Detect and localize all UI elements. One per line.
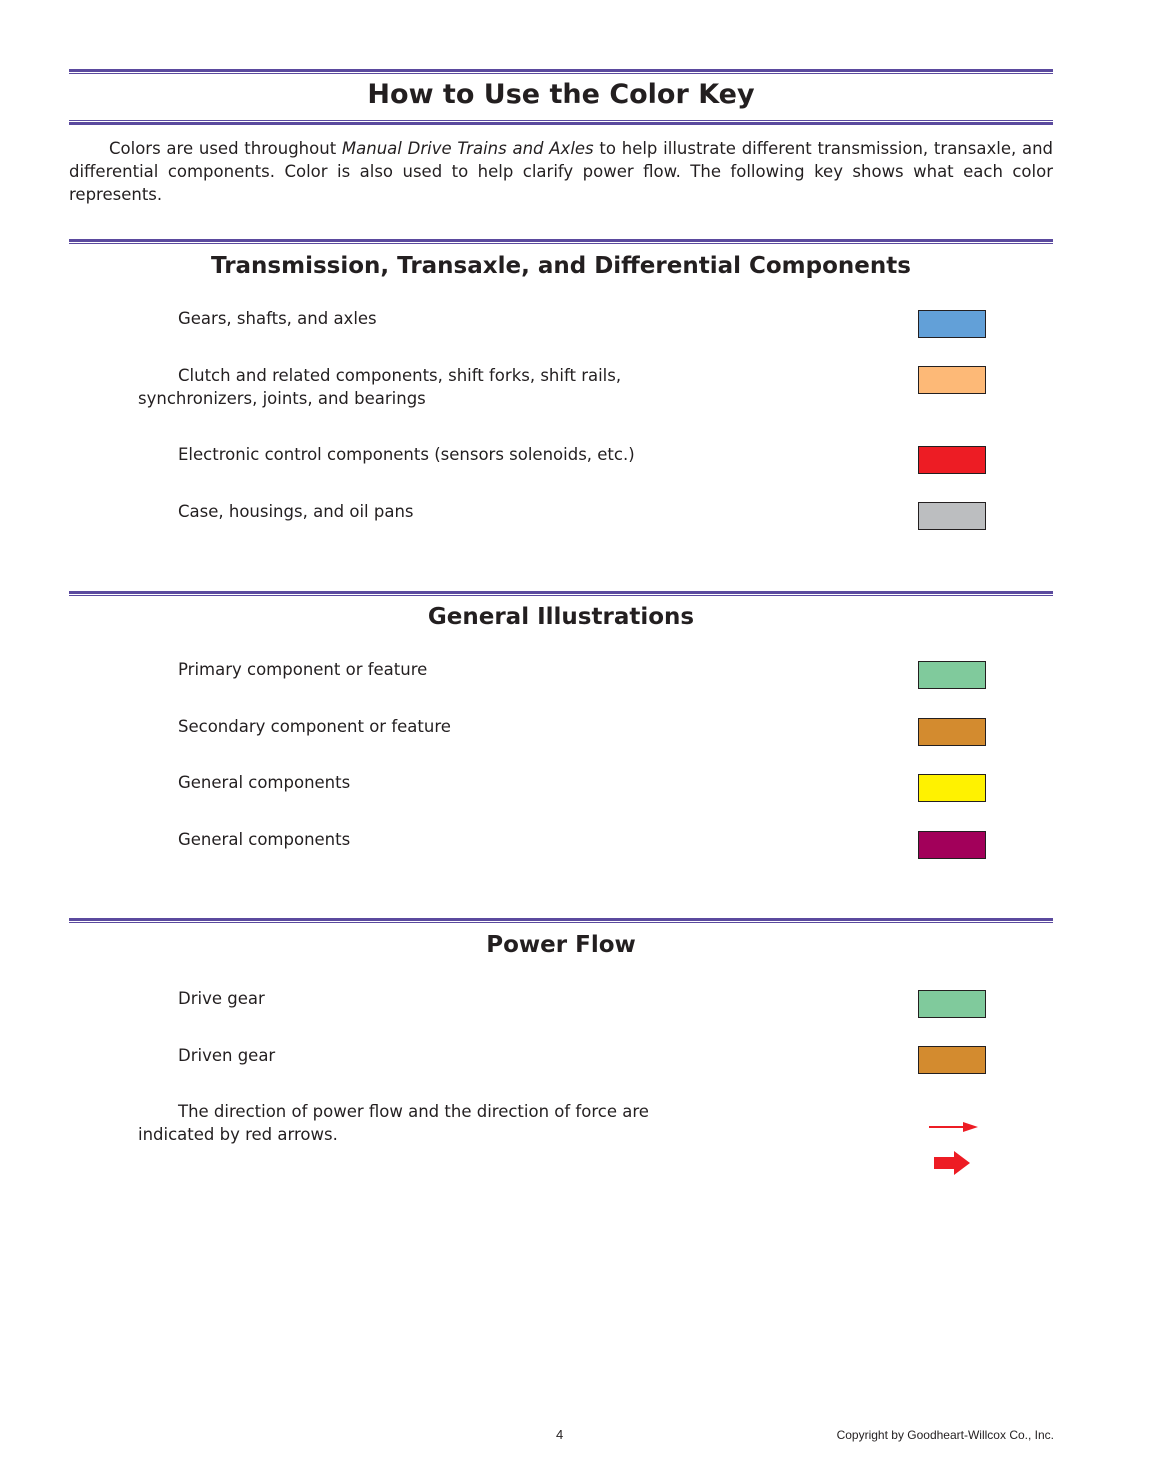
color-swatch-light-orange	[918, 366, 986, 394]
section-title-general: General Illustrations	[427, 604, 695, 630]
legend-label: The direction of power flow and the direction of force are indicated by red arrows.	[138, 1102, 649, 1144]
color-swatch-dark-orange	[918, 1046, 986, 1074]
section-title-components: Transmission, Transaxle, and Differential Components	[211, 253, 911, 279]
thin-arrow-icon	[928, 1120, 980, 1134]
legend-label: Primary component or feature	[178, 660, 428, 679]
legend-label: General components	[178, 773, 351, 792]
legend-label: Electronic control components (sensors solenoids, etc.)	[178, 445, 635, 464]
intro-text: to help illustrate different transmission, transaxle, and differential components. Color is also used to help clarify power flow. The following key shows what each color represents.	[69, 139, 1054, 204]
legend-label: Gears, shafts, and axles	[178, 309, 377, 328]
color-swatch-blue	[918, 310, 986, 338]
legend-label: Driven gear	[178, 1046, 276, 1065]
legend-label: Clutch and related components, shift forks, shift rails, synchronizers, joints, and bearings	[138, 366, 622, 408]
section-rule	[69, 239, 1053, 244]
page-title: How to Use the Color Key	[367, 79, 755, 110]
color-swatch-gray	[918, 502, 986, 530]
legend-label: Case, housings, and oil pans	[178, 502, 414, 521]
legend-label: Drive gear	[178, 989, 265, 1008]
legend-label: Secondary component or feature	[178, 717, 451, 736]
legend-label: General components	[178, 830, 351, 849]
title-top-rule	[69, 69, 1053, 74]
color-swatch-green	[918, 990, 986, 1018]
section-title-power-flow: Power Flow	[486, 932, 636, 958]
block-arrow-icon	[932, 1150, 972, 1176]
color-swatch-yellow	[918, 774, 986, 802]
copyright: Copyright by Goodheart-Willcox Co., Inc.	[836, 1428, 1054, 1442]
color-swatch-green	[918, 661, 986, 689]
title-bottom-rule	[69, 120, 1053, 125]
intro-text: Colors are used throughout	[109, 139, 342, 158]
section-rule	[69, 918, 1053, 923]
page-number: 4	[556, 1427, 564, 1442]
section-rule	[69, 591, 1053, 596]
intro-paragraph	[69, 137, 1053, 206]
color-swatch-red	[918, 446, 986, 474]
color-swatch-dark-orange	[918, 718, 986, 746]
book-title: Manual Drive Trains and Axles	[341, 139, 594, 158]
color-swatch-magenta	[918, 831, 986, 859]
